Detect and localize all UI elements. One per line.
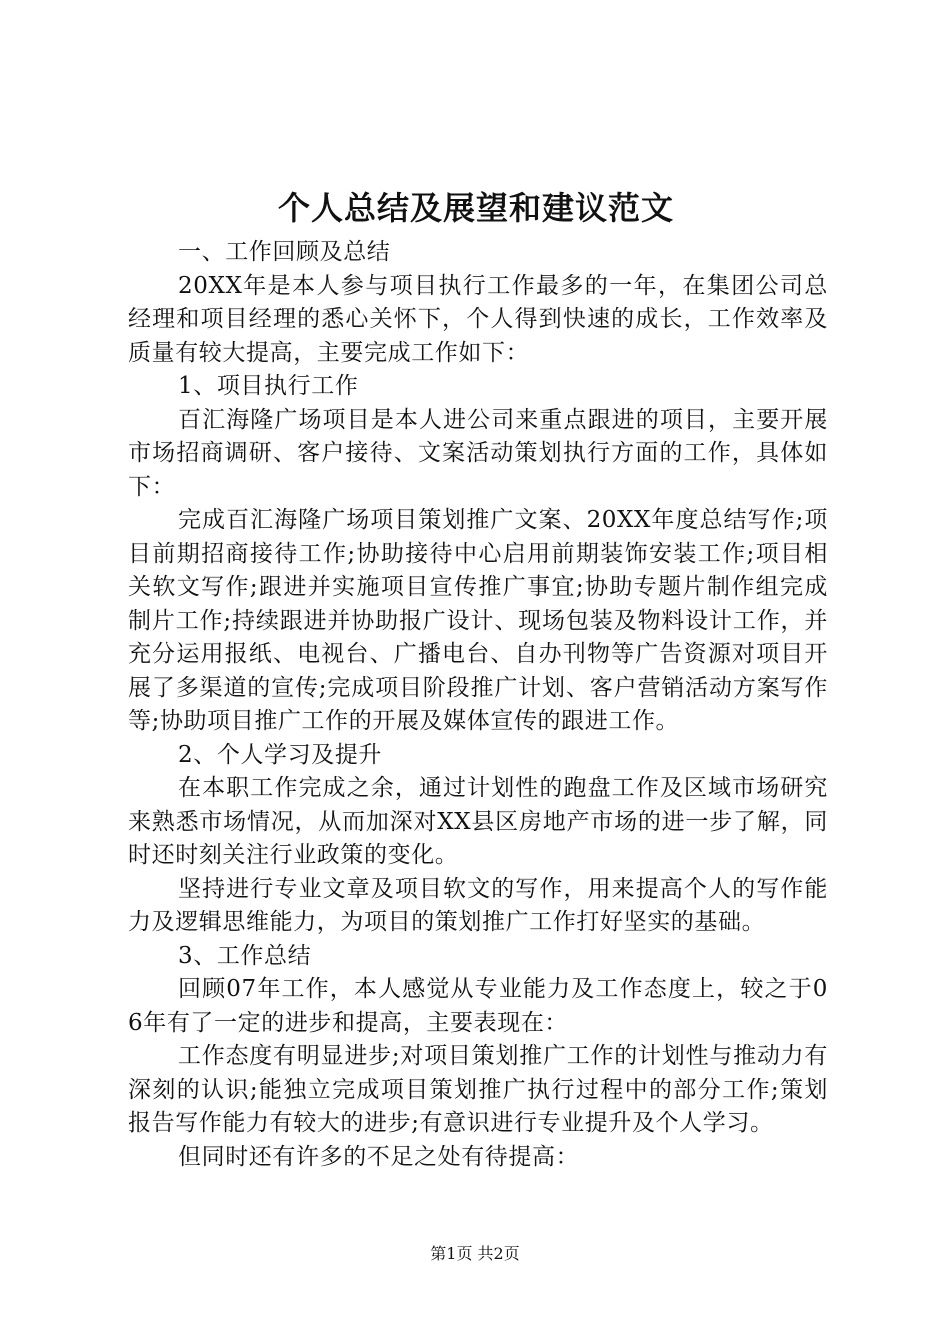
section-heading: 一、工作回顾及总结	[178, 239, 391, 265]
document-body	[128, 236, 828, 1174]
document-title: 个人总结及展望和建议范文	[277, 189, 674, 227]
paragraph: 工作态度有明显进步;对项目策划推广工作的计划性与推动力有深刻的认识;能独立完成项目策划推广执行过程中的部分工作;策划报告写作能力有较大的进步;有意识进行专业提升及个人学习。	[128, 1043, 828, 1136]
section-heading: 2、个人学习及提升	[178, 741, 383, 768]
section-heading: 3、工作总结	[178, 942, 312, 969]
page-number-footer: 第1页 共2页	[430, 1244, 520, 1263]
paragraph: 但同时还有许多的不足之处有待提高：	[178, 1143, 580, 1170]
section-heading: 1、项目执行工作	[178, 373, 359, 399]
document-page	[128, 180, 828, 1174]
paragraph: 在本职工作完成之余，通过计划性的跑盘工作及区域市场研究来熟悉市场情况，从而加深对XX县区房地产市场的进一步了解，同时还时刻关注行业政策的变化。	[128, 775, 828, 868]
paragraph: 完成百汇海隆广场项目策划推广文案、20XX年度总结写作;项目前期招商接待工作;协助接待中心启用前期装饰安装工作;项目相关软文写作;跟进并实施项目宣传推广事宜;协助专题片制作组完成制片工作;持续跟进并协助报广设计、现场包装及物料设计工作，并充分运用报纸、电视台、广播电台、自办刊物等广告资源对项目开展了多渠道的宣传;完成项目阶段推广计划、客户营销活动方案写作等;协助项目推广工作的开展及媒体宣传的跟进工作。	[128, 507, 828, 734]
paragraph: 坚持进行专业文章及项目软文的写作，用来提高个人的写作能力及逻辑思维能力，为项目的策划推广工作打好坚实的基础。	[128, 875, 828, 935]
paragraph: 20XX年是本人参与项目执行工作最多的一年，在集团公司总经理和项目经理的悉心关怀下，个人得到快速的成长，工作效率及质量有较大提高，主要完成工作如下：	[128, 272, 828, 366]
paragraph: 百汇海隆广场项目是本人进公司来重点跟进的项目，主要开展市场招商调研、客户接待、文案活动策划执行方面的工作，具体如下：	[128, 406, 828, 500]
paragraph: 回顾07年工作，本人感觉从专业能力及工作态度上，较之于06年有了一定的进步和提高，主要表现在：	[128, 976, 828, 1036]
